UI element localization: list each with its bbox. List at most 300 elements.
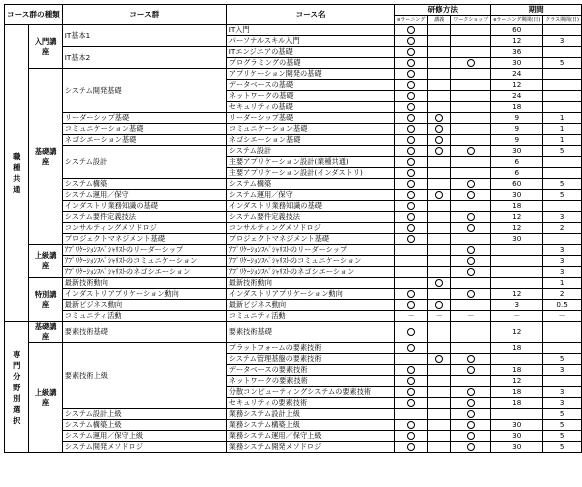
table-row <box>5 289 582 300</box>
days-class: 5 <box>543 179 582 190</box>
circle-mark-icon <box>407 399 415 407</box>
course-name: システム構築 <box>226 179 394 190</box>
circle-mark-icon <box>407 235 415 243</box>
days-class <box>543 91 582 102</box>
lecture-cell <box>428 36 451 47</box>
elearning-cell <box>395 387 428 398</box>
course-group: IT基本1 <box>62 25 226 47</box>
table-row <box>5 190 582 201</box>
circle-mark-icon <box>467 443 475 451</box>
days-elearning: 12 <box>491 212 543 223</box>
course-name: ITエンジニアの基礎 <box>226 47 394 58</box>
workshop-cell <box>451 289 491 300</box>
days-class: 3 <box>543 245 582 256</box>
elearning-cell <box>395 212 428 223</box>
table-row <box>5 47 582 58</box>
table-row <box>5 409 582 420</box>
lecture-cell <box>428 245 451 256</box>
circle-mark-icon <box>435 279 443 287</box>
workshop-cell <box>451 431 491 442</box>
lecture-cell <box>428 376 451 387</box>
days-elearning: 24 <box>491 69 543 80</box>
lecture-cell <box>428 25 451 36</box>
days-elearning: 24 <box>491 91 543 102</box>
course-group: コミュニティ活動 <box>62 311 226 322</box>
circle-mark-icon <box>407 388 415 396</box>
workshop-cell <box>451 354 491 365</box>
subcategory-label: 入門講座 <box>34 36 57 56</box>
days-elearning <box>491 267 543 278</box>
course-group: システム開発メソドロジ <box>62 442 226 453</box>
elearning-cell <box>395 365 428 376</box>
days-elearning: 12 <box>491 376 543 387</box>
lecture-cell <box>428 409 451 420</box>
days-elearning: 30 <box>491 58 543 69</box>
days-class: 3 <box>543 267 582 278</box>
days-elearning: 18 <box>491 398 543 409</box>
elearning-cell <box>395 135 428 146</box>
days-class: 3 <box>543 387 582 398</box>
elearning-cell <box>395 376 428 387</box>
workshop-cell <box>451 135 491 146</box>
elearning-cell <box>395 80 428 91</box>
days-elearning: 9 <box>491 113 543 124</box>
course-name: 業務システム設計上級 <box>226 409 394 420</box>
course-name: セキュリティの要素技術 <box>226 398 394 409</box>
circle-mark-icon <box>467 388 475 396</box>
course-group: リーダーシップ基礎 <box>62 113 226 124</box>
circle-mark-icon <box>467 410 475 418</box>
course-name: インダストリアプリケーション動向 <box>226 289 394 300</box>
circle-mark-icon <box>467 213 475 221</box>
course-name: 要素技術基礎 <box>226 322 394 343</box>
elearning-cell <box>395 420 428 431</box>
table-row <box>5 234 582 245</box>
workshop-cell <box>451 409 491 420</box>
circle-mark-icon <box>407 377 415 385</box>
header-lecture: 講義 <box>428 16 451 25</box>
lecture-cell <box>428 212 451 223</box>
days-elearning: 9 <box>491 135 543 146</box>
days-class <box>543 376 582 387</box>
course-name: IT入門 <box>226 25 394 36</box>
circle-mark-icon <box>407 432 415 440</box>
course-name: インダストリ業務知識の基礎 <box>226 201 394 212</box>
circle-mark-icon <box>407 59 415 67</box>
course-group: システム設計 <box>62 146 226 179</box>
workshop-cell <box>451 69 491 80</box>
days-elearning: 60 <box>491 179 543 190</box>
days-class: 1 <box>543 135 582 146</box>
workshop-cell <box>451 256 491 267</box>
course-name: プログラミングの基礎 <box>226 58 394 69</box>
subcategory-label: 基礎講座 <box>34 146 57 166</box>
table-row <box>5 420 582 431</box>
lecture-cell <box>428 354 451 365</box>
circle-mark-icon <box>407 191 415 199</box>
workshop-cell <box>451 168 491 179</box>
circle-mark-icon <box>467 432 475 440</box>
elearning-cell <box>395 179 428 190</box>
circle-mark-icon <box>407 202 415 210</box>
workshop-cell <box>451 36 491 47</box>
days-elearning: 12 <box>491 223 543 234</box>
lecture-cell <box>428 113 451 124</box>
elearning-cell <box>395 256 428 267</box>
header-course: コース名 <box>226 5 394 25</box>
lecture-cell <box>428 80 451 91</box>
workshop-cell <box>451 420 491 431</box>
workshop-cell <box>451 47 491 58</box>
lecture-cell <box>428 431 451 442</box>
days-class <box>543 69 582 80</box>
circle-mark-icon <box>467 59 475 67</box>
circle-mark-icon <box>435 301 443 309</box>
days-elearning: 12 <box>491 289 543 300</box>
days-elearning: 12 <box>491 80 543 91</box>
circle-mark-icon <box>467 224 475 232</box>
circle-mark-icon <box>407 92 415 100</box>
lecture-cell <box>428 135 451 146</box>
workshop-cell <box>451 157 491 168</box>
workshop-cell <box>451 212 491 223</box>
course-name: 分散コンピューティングシステムの要素技術 <box>226 387 394 398</box>
workshop-cell <box>451 322 491 343</box>
table-row <box>5 442 582 453</box>
elearning-cell <box>395 234 428 245</box>
workshop-cell <box>451 124 491 135</box>
days-class <box>543 102 582 113</box>
elearning-cell <box>395 278 428 289</box>
course-name: コンサルティングメソドロジ <box>226 223 394 234</box>
course-name: システム要件定義技法 <box>226 212 394 223</box>
lecture-cell <box>428 365 451 376</box>
workshop-cell: － <box>451 311 491 322</box>
table-row <box>5 311 582 322</box>
subcategory-special <box>29 278 62 322</box>
circle-mark-icon <box>467 147 475 155</box>
course-group: コミュニケーション基礎 <box>62 124 226 135</box>
elearning-cell <box>395 25 428 36</box>
header-elearning: eラーニング <box>395 16 428 25</box>
course-group: IT基本2 <box>62 47 226 69</box>
table-row <box>5 135 582 146</box>
lecture-cell <box>428 47 451 58</box>
table-row <box>5 25 582 36</box>
workshop-cell <box>451 91 491 102</box>
subcategory-advanced <box>29 245 62 278</box>
lecture-cell <box>428 58 451 69</box>
course-name: セキュリティの基礎 <box>226 102 394 113</box>
circle-mark-icon <box>407 114 415 122</box>
lecture-cell: － <box>428 311 451 322</box>
course-group: システム開発基礎 <box>62 69 226 113</box>
course-name: ｱﾌﾟﾘｹｰｼｮﾝｽﾍﾟｼｬﾘｽﾄのネゴシエーション <box>226 267 394 278</box>
course-name: システム管理基盤の要素技術 <box>226 354 394 365</box>
course-name: 主要アプリケーション設計(業種共通) <box>226 157 394 168</box>
lecture-cell <box>428 256 451 267</box>
lecture-cell <box>428 190 451 201</box>
lecture-cell <box>428 69 451 80</box>
days-class <box>543 322 582 343</box>
elearning-cell <box>395 124 428 135</box>
days-class: 5 <box>543 409 582 420</box>
days-class: 1 <box>543 124 582 135</box>
circle-mark-icon <box>467 180 475 188</box>
days-class: 2 <box>543 289 582 300</box>
subcategory-basic <box>29 69 62 245</box>
course-name: 業務システム開発メソドロジ <box>226 442 394 453</box>
days-elearning: 60 <box>491 25 543 36</box>
circle-mark-icon <box>407 290 415 298</box>
days-elearning <box>491 354 543 365</box>
elearning-cell <box>395 289 428 300</box>
table-row <box>5 256 582 267</box>
circle-mark-icon <box>407 421 415 429</box>
days-elearning: 6 <box>491 168 543 179</box>
days-elearning: 30 <box>491 442 543 453</box>
course-name: プロジェクトマネジメント基礎 <box>226 234 394 245</box>
elearning-cell <box>395 409 428 420</box>
days-class: 3 <box>543 256 582 267</box>
course-name: ネットワークの基礎 <box>226 91 394 102</box>
elearning-cell <box>395 47 428 58</box>
elearning-cell <box>395 431 428 442</box>
table-row <box>5 300 582 311</box>
days-class <box>543 234 582 245</box>
course-group: システム運用／保守 <box>62 190 226 201</box>
course-group: システム運用／保守上級 <box>62 431 226 442</box>
workshop-cell <box>451 146 491 157</box>
circle-mark-icon <box>435 125 443 133</box>
elearning-cell <box>395 201 428 212</box>
course-name: システム設計 <box>226 146 394 157</box>
elearning-cell <box>395 157 428 168</box>
lecture-cell <box>428 420 451 431</box>
course-group: システム構築 <box>62 179 226 190</box>
circle-mark-icon <box>467 366 475 374</box>
lecture-cell <box>428 201 451 212</box>
circle-mark-icon <box>407 328 415 336</box>
circle-mark-icon <box>407 81 415 89</box>
workshop-cell <box>451 80 491 91</box>
subcategory-label: 上級講座 <box>34 251 57 270</box>
days-class: 5 <box>543 354 582 365</box>
table-row <box>5 113 582 124</box>
course-group: システム構築上級 <box>62 420 226 431</box>
days-class <box>543 343 582 354</box>
subcategory-label: 上級講座 <box>34 387 57 407</box>
workshop-cell <box>451 201 491 212</box>
workshop-cell <box>451 102 491 113</box>
course-group: 要素技術基礎 <box>62 322 226 343</box>
days-elearning: 30 <box>491 431 543 442</box>
table-row <box>5 212 582 223</box>
lecture-cell <box>428 91 451 102</box>
course-name: データベースの要素技術 <box>226 365 394 376</box>
workshop-cell <box>451 179 491 190</box>
circle-mark-icon <box>435 136 443 144</box>
table-row <box>5 69 582 80</box>
course-name: 最新技術動向 <box>226 278 394 289</box>
table-row <box>5 201 582 212</box>
header-category: コース群の種類 <box>5 5 63 25</box>
header-days-cl: クラス期間(日) <box>543 16 582 25</box>
elearning-cell <box>395 300 428 311</box>
circle-mark-icon <box>407 26 415 34</box>
days-elearning <box>491 278 543 289</box>
header-group: コース群 <box>62 5 226 25</box>
circle-mark-icon <box>435 147 443 155</box>
days-class: 5 <box>543 431 582 442</box>
workshop-cell <box>451 442 491 453</box>
days-elearning: 18 <box>491 102 543 113</box>
circle-mark-icon <box>407 213 415 221</box>
course-name: コミュニティ活動 <box>226 311 394 322</box>
days-class: 3 <box>543 398 582 409</box>
table-row <box>5 278 582 289</box>
days-elearning: 9 <box>491 124 543 135</box>
days-elearning: 30 <box>491 234 543 245</box>
days-class: － <box>543 311 582 322</box>
table-row <box>5 343 582 354</box>
elearning-cell <box>395 58 428 69</box>
days-elearning: 30 <box>491 146 543 157</box>
course-group: システム要件定義技法 <box>62 212 226 223</box>
course-name: プラットフォームの要素技術 <box>226 343 394 354</box>
workshop-cell <box>451 113 491 124</box>
days-class <box>543 80 582 91</box>
days-class: 1 <box>543 113 582 124</box>
circle-mark-icon <box>407 70 415 78</box>
header-period: 期間 <box>491 5 582 16</box>
course-name: ネゴシエーション基礎 <box>226 135 394 146</box>
course-name: システム運用／保守 <box>226 190 394 201</box>
days-class: 5 <box>543 146 582 157</box>
lecture-cell <box>428 102 451 113</box>
course-group: ネゴシエーション基礎 <box>62 135 226 146</box>
workshop-cell <box>451 58 491 69</box>
days-class: 3 <box>543 212 582 223</box>
course-group: インダストリアプリケーション動向 <box>62 289 226 300</box>
workshop-cell <box>451 300 491 311</box>
lecture-cell <box>428 442 451 453</box>
course-name: 主要アプリケーション設計(インダストリ) <box>226 168 394 179</box>
header-method: 研修方法 <box>395 5 491 16</box>
days-elearning: － <box>491 311 543 322</box>
subcategory-basic2 <box>29 322 62 343</box>
course-name: コミュニケーション基礎 <box>226 124 394 135</box>
table-row <box>5 267 582 278</box>
days-elearning: 3 <box>491 300 543 311</box>
course-name: ｱﾌﾟﾘｹｰｼｮﾝｽﾍﾟｼｬﾘｽﾄのコミュニケーション <box>226 256 394 267</box>
lecture-cell <box>428 343 451 354</box>
days-class: 5 <box>543 58 582 69</box>
table-row <box>5 146 582 157</box>
circle-mark-icon <box>407 344 415 352</box>
lecture-cell <box>428 168 451 179</box>
days-class: 2 <box>543 223 582 234</box>
days-class: 5 <box>543 442 582 453</box>
circle-mark-icon <box>467 399 475 407</box>
elearning-cell <box>395 113 428 124</box>
days-class: 0.5 <box>543 300 582 311</box>
lecture-cell <box>428 387 451 398</box>
elearning-cell <box>395 223 428 234</box>
lecture-cell <box>428 157 451 168</box>
workshop-cell <box>451 267 491 278</box>
elearning-cell <box>395 102 428 113</box>
days-elearning: 12 <box>491 322 543 343</box>
days-class: 5 <box>543 420 582 431</box>
lecture-cell <box>428 398 451 409</box>
header-days-el: eラーニング期間(日) <box>491 16 543 25</box>
elearning-cell <box>395 354 428 365</box>
circle-mark-icon <box>407 224 415 232</box>
elearning-cell <box>395 267 428 278</box>
circle-mark-icon <box>407 37 415 45</box>
table-row <box>5 245 582 256</box>
days-class: 1 <box>543 278 582 289</box>
elearning-cell <box>395 245 428 256</box>
elearning-cell <box>395 442 428 453</box>
circle-mark-icon <box>467 257 475 265</box>
elearning-cell <box>395 168 428 179</box>
days-elearning: 18 <box>491 201 543 212</box>
circle-mark-icon <box>407 125 415 133</box>
course-group: 最新技術動向 <box>62 278 226 289</box>
days-elearning: 12 <box>491 36 543 47</box>
subcategory-label: 特別講座 <box>34 289 57 309</box>
circle-mark-icon <box>407 48 415 56</box>
days-class: 3 <box>543 365 582 376</box>
circle-mark-icon <box>407 443 415 451</box>
days-elearning: 6 <box>491 157 543 168</box>
course-name: ｱﾌﾟﾘｹｰｼｮﾝｽﾍﾟｼｬﾘｽﾄのリーダーシップ <box>226 245 394 256</box>
subcategory-advanced2 <box>29 343 62 453</box>
lecture-cell <box>428 300 451 311</box>
elearning-cell: － <box>395 311 428 322</box>
course-group: ｱﾌﾟﾘｹｰｼｮﾝｽﾍﾟｼｬﾘｽﾄのコミュニケーション <box>62 256 226 267</box>
table-row <box>5 223 582 234</box>
elearning-cell <box>395 146 428 157</box>
subcategory-label: 基礎講座 <box>34 322 57 341</box>
elearning-cell <box>395 322 428 343</box>
category-specialist <box>5 322 29 453</box>
course-group: インダストリ業務知識の基礎 <box>62 201 226 212</box>
course-name: 業務システム運用／保守上級 <box>226 431 394 442</box>
circle-mark-icon <box>467 421 475 429</box>
workshop-cell <box>451 376 491 387</box>
course-name: データベースの基礎 <box>226 80 394 91</box>
circle-mark-icon <box>435 114 443 122</box>
days-elearning <box>491 245 543 256</box>
circle-mark-icon <box>467 290 475 298</box>
course-group: 要素技術上級 <box>62 343 226 409</box>
days-elearning: 30 <box>491 190 543 201</box>
course-name: 最新ビジネス動向 <box>226 300 394 311</box>
circle-mark-icon <box>435 191 443 199</box>
workshop-cell <box>451 190 491 201</box>
circle-mark-icon <box>467 246 475 254</box>
elearning-cell <box>395 69 428 80</box>
lecture-cell <box>428 278 451 289</box>
course-name: ネットワークの要素技術 <box>226 376 394 387</box>
circle-mark-icon <box>407 147 415 155</box>
days-elearning <box>491 409 543 420</box>
course-name: アプリケーション開発の基礎 <box>226 69 394 80</box>
lecture-cell <box>428 146 451 157</box>
